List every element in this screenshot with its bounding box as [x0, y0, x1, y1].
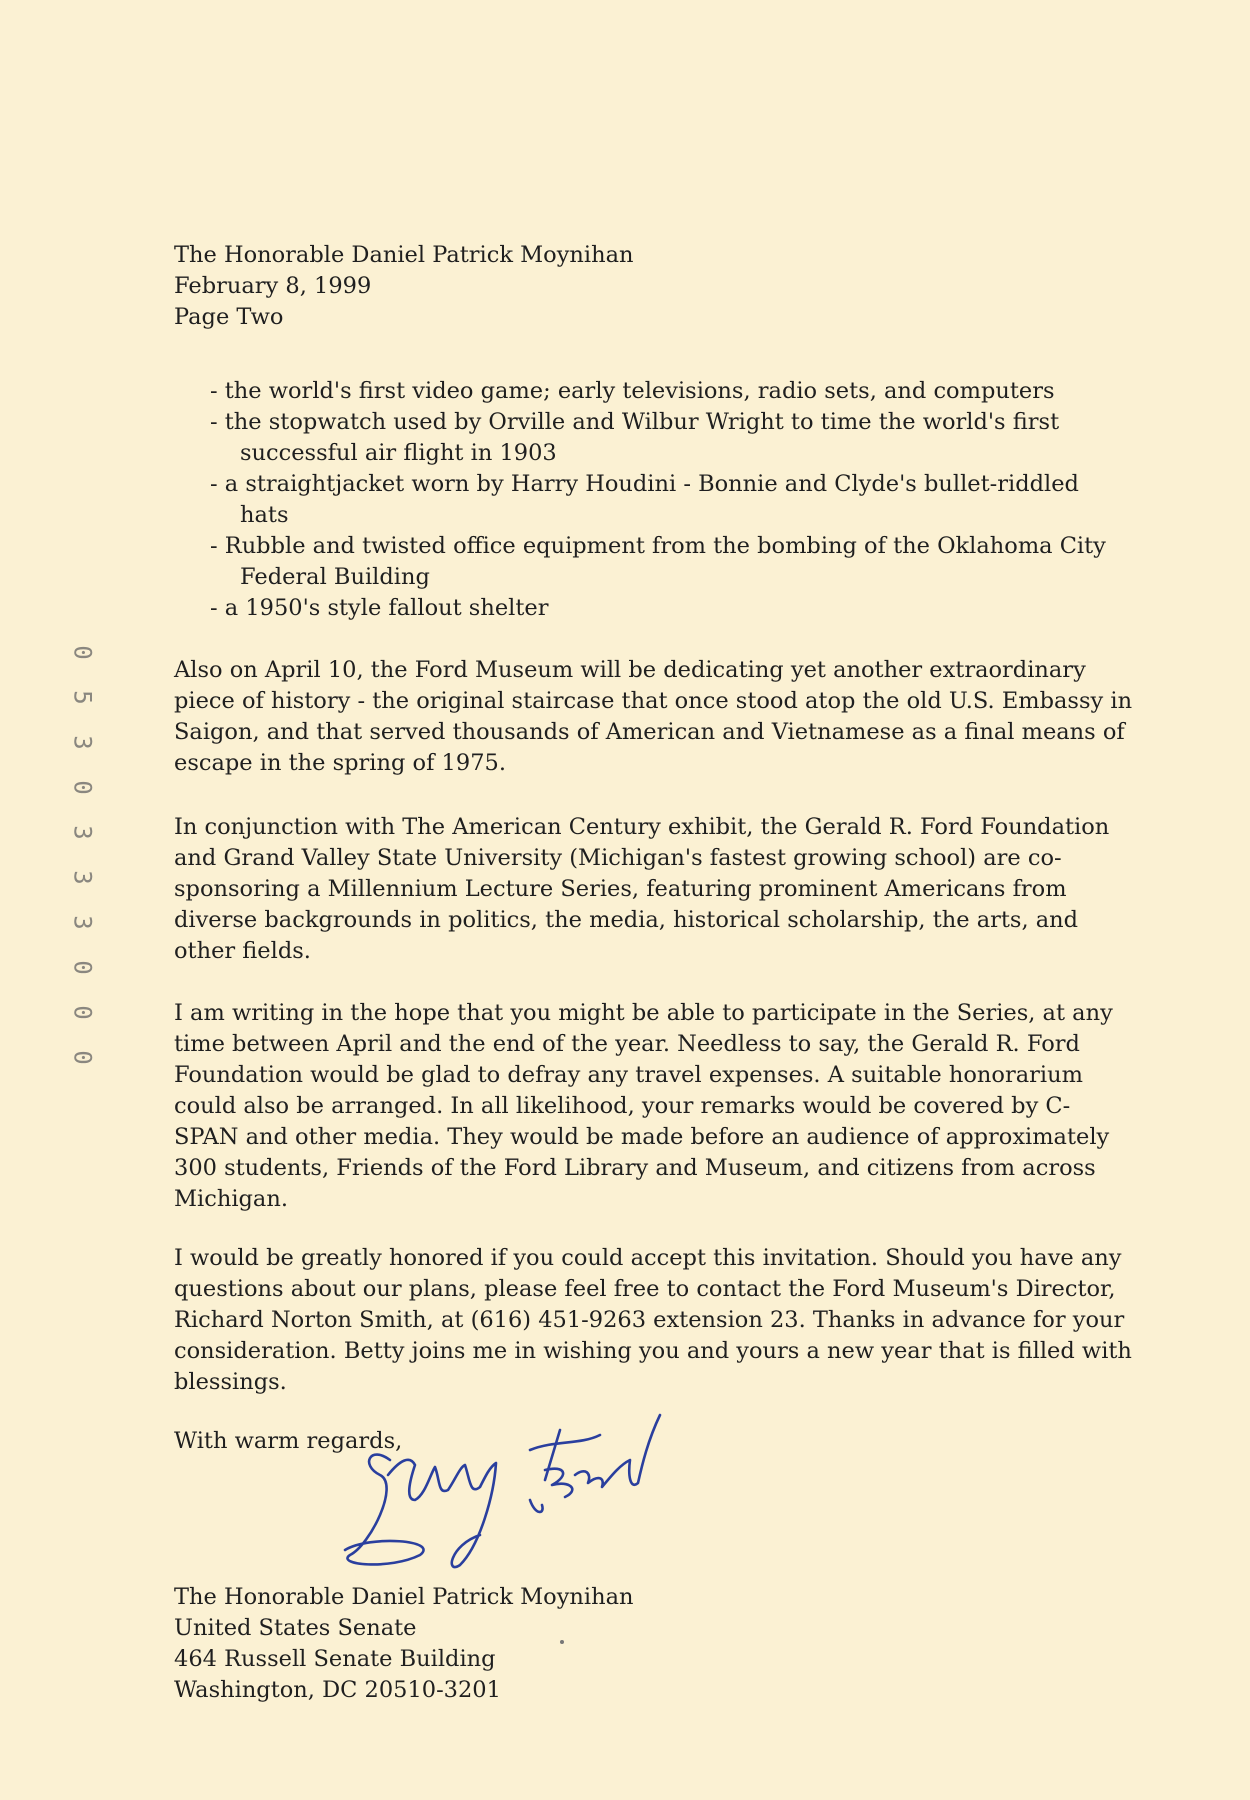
letter-header	[174, 240, 1134, 333]
artifact-list	[210, 376, 1130, 624]
address-org: United States Senate	[174, 1615, 417, 1641]
archive-stamp: 0 5 3 0 3 3 3 0 0 0	[68, 645, 97, 1065]
paragraph-contact: I would be greatly honored if you could accept this invitation. Should you have any questions about our plans, please feel free to contact the Ford Museum's Director, Richard Norton Smith, at (616) 451-9263 extension 23. Thanks in advance for your consideration. Betty joins me in wishing you and yours a new year that is filled with blessings.	[174, 1245, 1132, 1395]
paragraph-invitation: I am writing in the hope that you might be able to participate in the Series, at any time between April and the end of the year. Needless to say, the Gerald R. Ford Foundation would be glad to defray any travel expenses. A suitable honorarium could also be arranged. In all likelihood, your remarks would be covered by C-SPAN and other media. They would be made before an audience of approximately 300 students, Friends of the Ford Library and Museum, and citizens from across Michigan.	[174, 1000, 1113, 1212]
recipient-address	[174, 1582, 1134, 1706]
paragraph-staircase: Also on April 10, the Ford Museum will be dedicating yet another extraordinary piece of history - the original staircase that once stood atop the old U.S. Embassy in Saigon, and that served thousands of American and Vietnamese as a final means of escape in the spring of 1975.	[174, 657, 1133, 776]
paragraph-lecture-series: In conjunction with The American Century exhibit, the Gerald R. Ford Foundation and Grand Valley State University (Michigan's fastest growing school) are co-sponsoring a Millennium Lecture Series, featuring prominent Americans from diverse backgrounds in politics, the media, historical scholarship, the arts, and other fields.	[174, 814, 1110, 964]
address-city: Washington, DC 20510-3201	[174, 1677, 501, 1703]
list-item: - the stopwatch used by Orville and Wilbur Wright to time the world's first successful air flight in 1903	[210, 409, 1060, 466]
list-item: - the world's first video game; early televisions, radio sets, and computers	[210, 378, 1055, 404]
list-item: - Rubble and twisted office equipment from the bombing of the Oklahoma City Federal Building	[210, 533, 1106, 590]
header-page: Page Two	[174, 304, 284, 330]
header-date: February 8, 1999	[174, 273, 372, 299]
signature-image	[330, 1405, 750, 1605]
list-item: - a straightjacket worn by Harry Houdini - Bonnie and Clyde's bullet-riddled hats	[210, 471, 1079, 528]
address-street: 464 Russell Senate Building	[174, 1646, 496, 1672]
header-recipient: The Honorable Daniel Patrick Moynihan	[174, 242, 634, 268]
address-name: The Honorable Daniel Patrick Moynihan	[174, 1584, 634, 1610]
paper-speck	[560, 1640, 564, 1644]
list-item: - a 1950's style fallout shelter	[210, 595, 549, 621]
closing: With warm regards,	[174, 1428, 403, 1454]
